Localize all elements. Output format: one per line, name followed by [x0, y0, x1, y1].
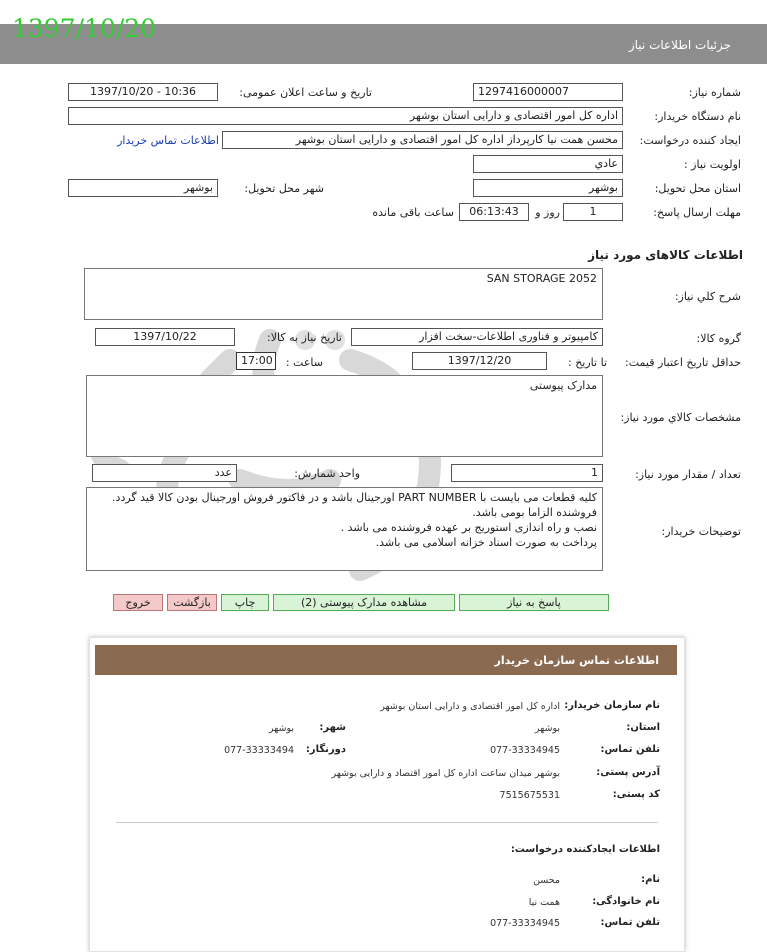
overlay-date: 1397/10/20 [12, 14, 157, 43]
time-field[interactable]: 17:00 [236, 352, 276, 370]
announce-label: تاریخ و ساعت اعلان عمومی: [239, 86, 372, 99]
contact-city-value: بوشهر [268, 723, 294, 734]
province-field[interactable]: بوشهر [473, 179, 623, 197]
deadline-label: مهلت ارسال پاسخ: [653, 206, 741, 219]
print-button[interactable]: چاپ [221, 594, 269, 611]
announce-field[interactable]: 1397/10/20 - 10:36 [68, 83, 218, 101]
need-date-label: تاریخ نیاز به کالا: [267, 331, 342, 344]
summary-field[interactable]: SAN STORAGE 2052 [84, 268, 603, 320]
unit-field[interactable]: عدد [92, 464, 237, 482]
group-label: گروه کالا: [696, 332, 741, 345]
creator-info-title: اطلاعات ایجادکننده درخواست: [510, 844, 660, 855]
city-field[interactable]: بوشهر [68, 179, 218, 197]
contact-panel-title: اطلاعات تماس سازمان خریدار [494, 654, 659, 667]
priority-field[interactable]: عادي [473, 155, 623, 173]
back-button[interactable]: بازگشت [167, 594, 217, 611]
summary-label: شرح کلي نیاز: [674, 290, 741, 303]
qty-field[interactable]: 1 [451, 464, 603, 482]
exit-button[interactable]: خروج [113, 594, 163, 611]
qty-label: تعداد / مقدار مورد نیاز: [635, 468, 741, 481]
creator-label: ایجاد کننده درخواست: [639, 134, 741, 147]
creator-field[interactable]: محسن همت نیا کارپرداز اداره کل امور اقتصادی و دارایی استان بوشهر [222, 131, 623, 149]
reply-button[interactable]: پاسخ به نیاز [459, 594, 609, 611]
creator-name-label: نام: [641, 874, 660, 885]
desc-label: توضیحات خریدار: [661, 525, 741, 538]
creator-family-label: نام خانوادگی: [592, 896, 660, 907]
city-label: شهر محل تحویل: [244, 182, 324, 195]
creator-phone-label: تلفن تماس: [600, 917, 660, 928]
contact-info-link[interactable]: اطلاعات تماس خریدار [117, 134, 219, 147]
goods-section-title: اطلاعات کالاهای مورد نیاز [588, 248, 743, 262]
watermark-logo [60, 300, 500, 620]
specs-field[interactable]: مدارک پیوستی [86, 375, 603, 457]
contact-postal-label: کد پستی: [612, 789, 660, 800]
contact-city-label: شهر: [319, 722, 346, 733]
contact-panel-header [95, 645, 677, 675]
contact-address-label: آدرس پستی: [596, 767, 660, 778]
contact-org-value: اداره کل امور اقتصادی و دارایی استان بوشهر [380, 701, 560, 712]
buyer-org-field[interactable]: اداره کل امور اقتصادی و دارایی استان بوشهر [68, 107, 623, 125]
priority-label: اولویت نیاز : [683, 158, 741, 171]
unit-label: واحد شمارش: [294, 467, 360, 480]
days-word: روز و [535, 206, 560, 219]
need-number-field[interactable]: 1297416000007 [473, 83, 623, 101]
contact-divider [116, 822, 658, 823]
group-field[interactable]: کامپیوتر و فناوری اطلاعات-سخت افزار [351, 328, 603, 346]
deadline-days-field[interactable]: 1 [563, 203, 623, 221]
province-label: استان محل تحویل: [654, 182, 741, 195]
contact-postal-value: 7515675531 [499, 790, 560, 801]
time-label: ساعت : [285, 356, 323, 369]
page-title: جزئیات اطلاعات نیاز [628, 38, 731, 52]
contact-phone-value: 077-33334945 [490, 745, 560, 756]
desc-field[interactable]: کلیه قطعات می بایست با PART NUMBER اورجینال باشد و در فاکتور فروش اورجینال بودن کالا قید گردد. فروشنده الزاما بومی باشد. نصب و راه اندازی استوریج بر عهده فروشنده می باشد . پرداخت به صورت اسناد خزانه اسلامی می باشد. [86, 487, 603, 571]
contact-province-label: استان: [626, 722, 660, 733]
to-date-label: تا تاریخ : [568, 356, 607, 369]
to-date-field[interactable]: 1397/12/20 [412, 352, 547, 370]
attachments-button[interactable]: مشاهده مدارک پیوستی (2) [273, 594, 455, 611]
specs-label: مشخصات کالاي مورد نیاز: [620, 411, 741, 424]
remaining-word: ساعت باقی مانده [372, 206, 454, 219]
contact-fax-label: دورنگار: [305, 744, 346, 755]
deadline-time-field[interactable]: 06:13:43 [459, 203, 529, 221]
contact-phone-label: تلفن تماس: [600, 744, 660, 755]
need-number-label: شماره نیاز: [688, 86, 741, 99]
validity-label: حداقل تاریخ اعتبار قیمت: [625, 356, 741, 369]
creator-family-value: همت نیا [528, 897, 560, 908]
creator-name-value: محسن [533, 875, 560, 886]
contact-province-value: بوشهر [534, 723, 560, 734]
contact-org-label: نام سازمان خریدار: [564, 700, 660, 711]
creator-phone-value: 077-33334945 [490, 918, 560, 929]
contact-fax-value: 077-33333494 [224, 745, 294, 756]
contact-address-value: بوشهر میدان ساعت اداره کل امور اقتصاد و دارایی بوشهر [331, 768, 560, 779]
buyer-org-label: نام دستگاه خریدار: [654, 110, 741, 123]
need-date-field[interactable]: 1397/10/22 [95, 328, 235, 346]
